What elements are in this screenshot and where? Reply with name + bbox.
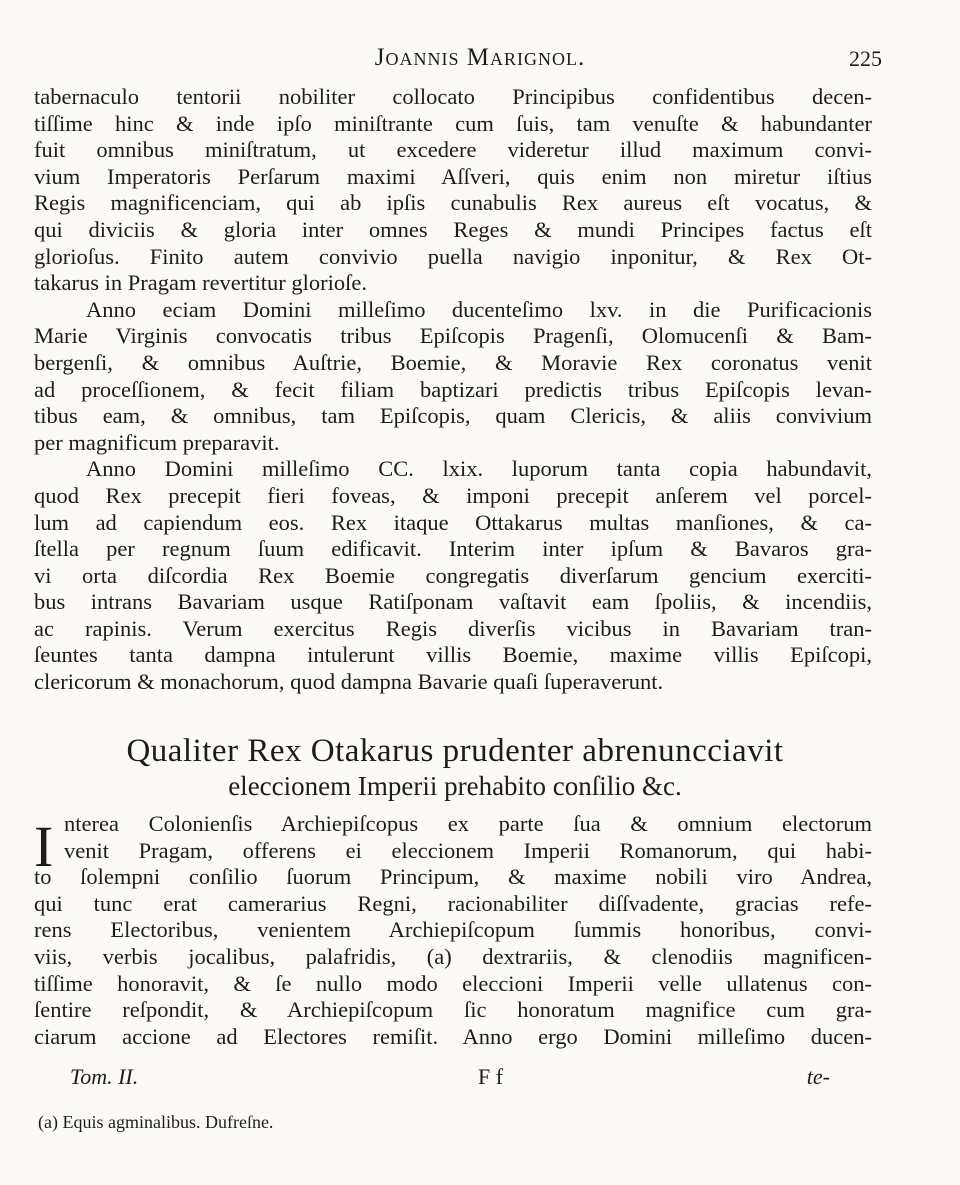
text-line: Anno eciam Domini milleſimo ducenteſimo lxv. in die Purificacionis [86, 296, 872, 322]
text-line: bus intrans Bavariam usque Ratiſponam vaſtavit eam ſpoliis, & incendiis, [34, 589, 872, 615]
gathering-signature: F f [478, 1064, 504, 1089]
text-line: vi orta diſcordia Rex Boemie congregatis diverſarum gencium exerciti- [34, 562, 872, 588]
text-line: to ſolempni conſilio ſuorum Principum, & maxime nobili viro Andrea, [34, 864, 872, 890]
text-line: tiſſime hinc & inde ipſo miniſtrante cum ſuis, tam venuſte & habundanter [34, 110, 872, 136]
text-line: rens Electoribus, venientem Archiepiſcopum ſummis honoribus, convi- [34, 917, 872, 943]
text-line: ſtella per regnum ſuum edificavit. Interim inter ipſum & Bavaros gra- [34, 536, 872, 562]
volume-signature: Tom. II. [70, 1064, 139, 1089]
chapter-heading: Qualiter Rex Otakarus prudenter abrenuncciavit [126, 733, 784, 769]
text-line: Marie Virginis convocatis tribus Epiſcopis Pragenſi, Olomucenſi & Bam- [34, 323, 872, 349]
page-number: 225 [849, 46, 882, 71]
paragraphs-section-1 [34, 84, 872, 696]
text-line: ciarum accione ad Electores remiſit. Anno ergo Domini milleſimo ducen- [34, 1023, 872, 1049]
text-line: lum ad capiendum eos. Rex itaque Ottakarus multas manſiones, & ca- [34, 509, 872, 535]
text-line: Anno Domini milleſimo CC. lxix. luporum tanta copia habundavit, [86, 456, 872, 482]
text-line: tiſſime honoravit, & ſe nullo modo eleccioni Imperii velle ullatenus con- [34, 970, 872, 996]
text-line: glorioſus. Finito autem convivio puella navigio inponitur, & Rex Ot- [34, 243, 872, 269]
text-line: ſeuntes tanta dampna intulerunt villis Boemie, maxime villis Epiſcopi, [34, 642, 872, 668]
text-line: venit Pragam, offerens ei eleccionem Imperii Romanorum, qui habi- [64, 837, 872, 863]
text-line: tibus eam, & omnibus, tam Epiſcopis, quam Clericis, & aliis convivium [34, 403, 872, 429]
page-footer [70, 1064, 830, 1094]
text-line: clericorum & monachorum, quod dampna Bavarie quaſi ſuperaverunt. [34, 669, 664, 695]
text-line: tabernaculo tentorii nobiliter collocato Principibus confidentibus decen- [34, 84, 872, 109]
catchword: te- [806, 1064, 830, 1089]
chapter-subheading: eleccionem Imperii prehabito conſilio &c. [228, 771, 682, 801]
drop-capital: I [34, 814, 54, 879]
text-line: qui tunc erat camerarius Regni, racionabiliter diſſvadente, gracias refe- [34, 890, 872, 916]
text-line: vium Imperatoris Perſarum maximi Aſſveri, quis enim non miretur iſtius [34, 163, 872, 189]
text-line: per magnificum preparavit. [34, 429, 280, 455]
text-line: nterea Colonienſis Archiepiſcopus ex parte ſua & omnium electorum [64, 811, 872, 836]
footnote: (a) Equis agminalibus. Dufreſne. [38, 1112, 274, 1132]
text-line: fuit omnibus miniſtratum, ut excedere videretur illud maximum convi- [34, 137, 872, 163]
text-line: ac rapinis. Verum exercitus Regis diverſis vicibus in Bavariam tran- [34, 615, 872, 641]
running-head [0, 40, 960, 80]
text-line: takarus in Pragam revertitur glorioſe. [34, 270, 368, 296]
paragraphs-section-2 [34, 811, 872, 1050]
text-line: Regis magnificenciam, qui ab ipſis cunabulis Rex aureus eſt vocatus, & [34, 190, 872, 216]
text-line: quod Rex precepit fieri foveas, & imponi precepit anſerem vel porcel- [34, 482, 872, 508]
text-line: ad proceſſionem, & fecit filiam baptizari predictis tribus Epiſcopis levan- [34, 376, 872, 402]
running-title: Joannis Marignol. [374, 44, 586, 71]
text-line: viis, verbis jocalibus, palafridis, (a) dextrariis, & clenodiis magnificen- [34, 943, 872, 969]
text-line: ſentire reſpondit, & Archiepiſcopum ſic honoratum magnifice cum gra- [34, 997, 872, 1023]
text-line: qui diviciis & gloria inter omnes Reges & mundi Principes factus eſt [34, 216, 872, 242]
text-line: bergenſi, & omnibus Auſtrie, Boemie, & Moravie Rex coronatus venit [34, 349, 872, 375]
